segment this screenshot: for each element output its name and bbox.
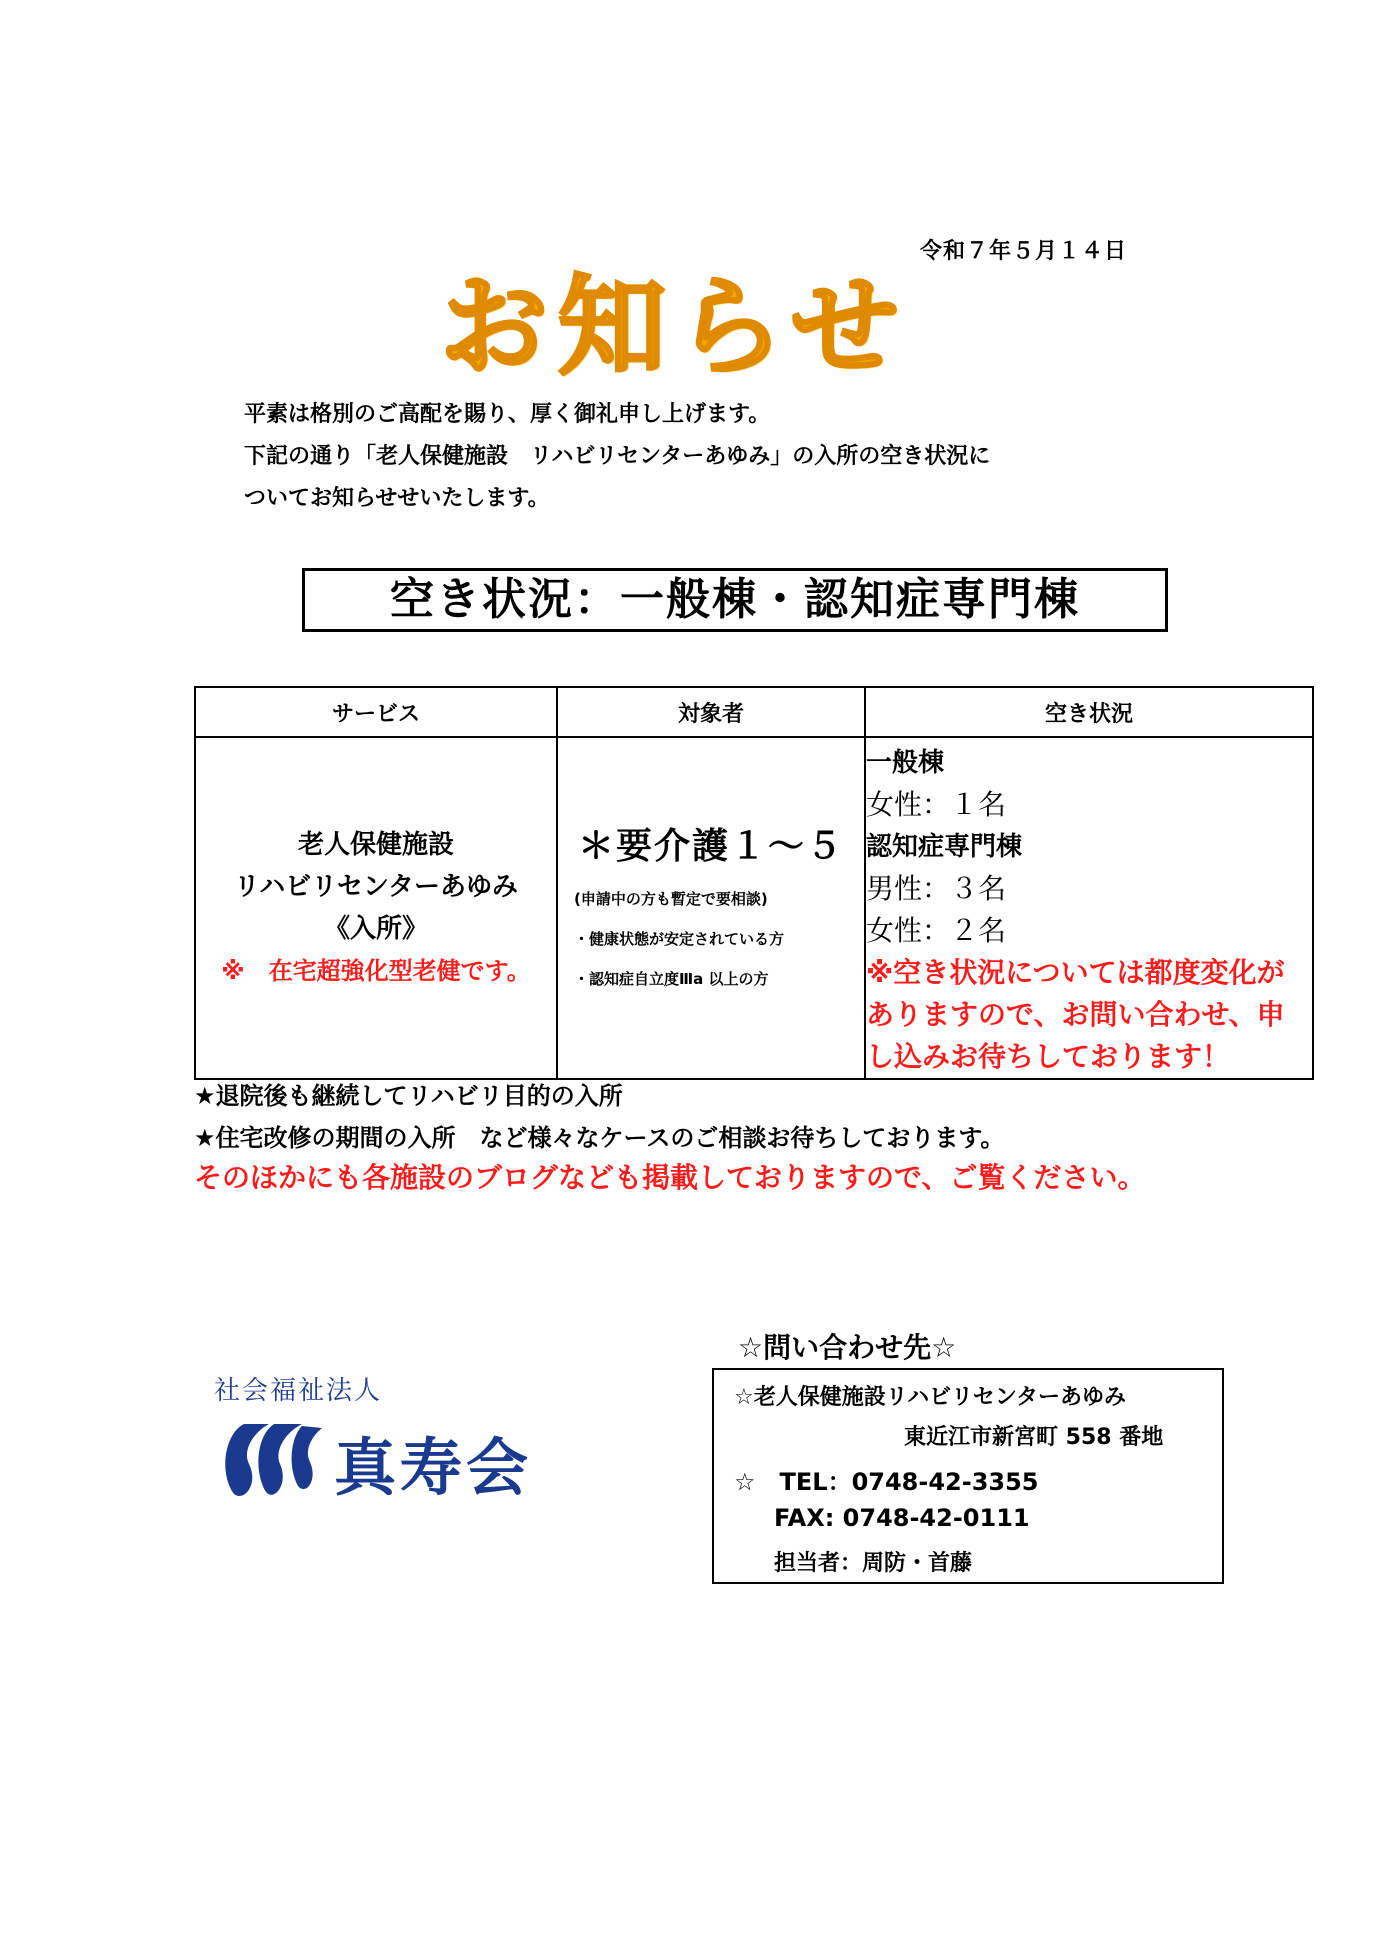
service-line-2: リハビリセンターあゆみ	[234, 872, 518, 902]
target-cell	[557, 737, 865, 1079]
header-service: サービス	[195, 687, 557, 737]
note-line-1: ★退院後も継続してリハビリ目的の入所	[194, 1082, 623, 1110]
logo-name: 真寿会	[334, 1431, 533, 1504]
page-title: お知らせ	[440, 265, 909, 390]
target-main: ＊要介護１～５	[577, 825, 844, 867]
date-text: 令和７年５月１４日	[920, 239, 1128, 264]
note-line-3: そのほかにも各施設のブログなども掲載しておりますので、ご覧ください。	[194, 1161, 1146, 1194]
organization-logo	[214, 1370, 594, 1510]
table-row	[195, 737, 1313, 1079]
header-status: 空き状況	[865, 687, 1313, 737]
service-line-1: 老人保健施設	[297, 830, 454, 860]
status-note-1: ※空き状況については都度変化が	[866, 956, 1285, 989]
status-ward-2: 認知症専門棟	[866, 832, 1023, 862]
status-ward-1: 一般棟	[866, 748, 945, 778]
target-sub-2: ・健康状態が安定されている方	[574, 929, 785, 948]
contact-fax: FAX: 0748-42-0111	[774, 1504, 1030, 1532]
intro-line-3: ついてお知らせせいたします。	[244, 486, 550, 511]
availability-heading: 空き状況：一般棟・認知症専門棟	[302, 568, 1168, 632]
header-target: 対象者	[557, 687, 865, 737]
intro-line-2: 下記の通り「老人保健施設 リハビリセンターあゆみ」の入所の空き状況に	[244, 444, 991, 469]
target-sub-1: (申請中の方も暫定で要相談)	[574, 889, 768, 908]
availability-table	[194, 686, 1314, 1080]
status-ward-1-female: 女性：１名	[866, 788, 1007, 821]
status-cell	[865, 737, 1313, 1079]
contact-tel: ☆ TEL：0748-42-3355	[734, 1468, 1039, 1496]
target-sub-3: ・認知症自立度Ⅲa 以上の方	[574, 969, 769, 988]
contact-box	[712, 1368, 1224, 1584]
logo-subtitle: 社会福祉法人	[214, 1376, 383, 1406]
intro-line-1: 平素は格別のご高配を賜り、厚く御礼申し上げます。	[244, 402, 771, 427]
contact-facility-name: ☆老人保健施設リハビリセンターあゆみ	[734, 1385, 1126, 1410]
table-header-row	[195, 687, 1313, 737]
contact-person: 担当者：周防・首藤	[774, 1551, 973, 1576]
note-line-2: ★住宅改修の期間の入所 など様々なケースのご相談お待ちしております。	[194, 1124, 1005, 1152]
status-ward-2-male: 男性：３名	[866, 872, 1007, 905]
service-cell	[195, 737, 557, 1079]
contact-title: ☆問い合わせ先☆	[738, 1331, 957, 1364]
service-note: ※ 在宅超強化型老健です。	[221, 957, 531, 985]
status-note-3: し込みお待ちしております！	[866, 1040, 1231, 1073]
logo-mark-icon	[214, 1414, 324, 1504]
status-ward-2-female: 女性：２名	[866, 914, 1007, 947]
service-line-3: 《入所》	[323, 914, 428, 944]
contact-address: 東近江市新宮町 558 番地	[904, 1425, 1164, 1450]
status-note-2: ありますので、お問い合わせ、申	[866, 998, 1285, 1031]
